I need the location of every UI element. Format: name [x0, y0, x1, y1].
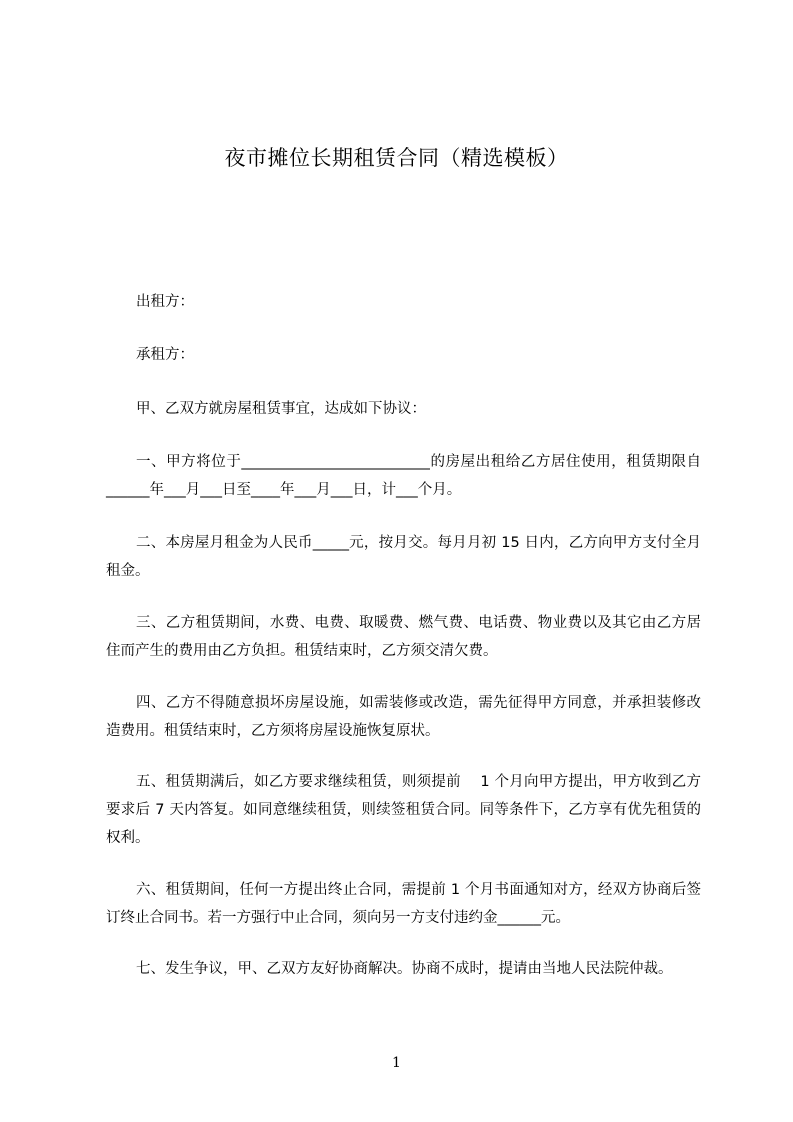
clause-3: 三、乙方租赁期间，水费、电费、取暖费、燃气费、电话费、物业费以及其它由乙方居住而产生的费用由乙方负担。租赁结束时，乙方须交清欠费。 — [106, 615, 701, 659]
agreement-intro: 甲、乙双方就房屋租赁事宜，达成如下协议： — [136, 401, 426, 417]
clause-5: 五、租赁期满后，如乙方要求继续租赁，则须提前 1 个月向甲方提出，甲方收到乙方要求后 7 天内答复。如同意继续租赁，则续签租赁合同。同等条件下，乙方享有优先租赁的权利。 — [106, 774, 701, 846]
clause-2: 二、本房屋月租金为人民币_____元，按月交。每月月初 15 日内，乙方向甲方支付全月租金。 — [106, 535, 701, 579]
clause-1: 一、甲方将位于__________________________的房屋出租给乙方居住使用，租赁期限自______年___月___日至____年___月___日，计___个月。 — [106, 454, 701, 498]
clause-4: 四、乙方不得随意损坏房屋设施，如需装修或改造，需先征得甲方同意，并承担装修改造费用。租赁结束时，乙方须将房屋设施恢复原状。 — [106, 695, 701, 739]
lessor-line: 出租方： — [136, 294, 194, 310]
clause-6: 六、租赁期间，任何一方提出终止合同，需提前 1 个月书面通知对方，经双方协商后签订终止合同书。若一方强行中止合同，须向另一方支付违约金______元。 — [106, 882, 701, 926]
page-number: 1 — [392, 1055, 401, 1071]
lessee-line: 承租方： — [136, 347, 194, 363]
document-title: 夜市摊位长期租赁合同（精选模板） — [224, 146, 569, 170]
clause-7: 七、发生争议，甲、乙双方友好协商解决。协商不成时，提请由当地人民法院仲裁。 — [136, 961, 673, 977]
